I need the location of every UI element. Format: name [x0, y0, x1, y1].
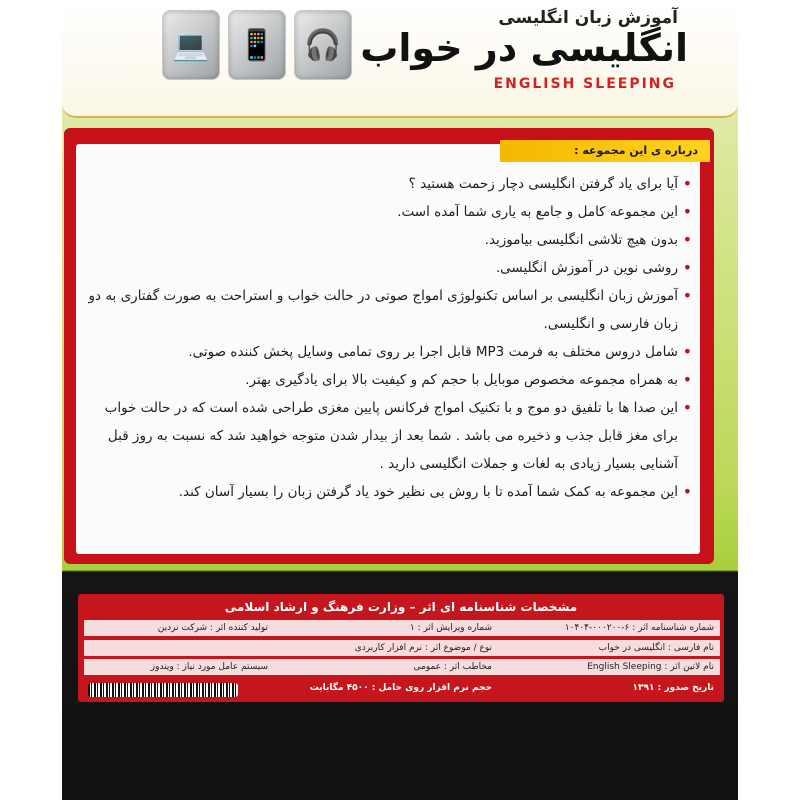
list-item: • آموزش زبان انگلیسی بر اساس تکنولوژی امواج صوتی در حالت خواب و استراحت به صورت گفتاری به دو زبان فارسی و انگلیسی.	[86, 282, 692, 338]
table-cell: حجم نرم افزار روی حامل : ۴۵۰۰ مگابایت	[309, 683, 492, 693]
table-cell: شماره ویرایش اثر : ۱	[409, 623, 492, 633]
table-cell: شماره شناسنامه اثر : ۶-۰۰۰۲۰۰-۱۰۴۰۴	[564, 623, 714, 633]
title-small: آموزش زبان انگلیسی	[498, 8, 678, 28]
table-row	[84, 659, 720, 675]
table-cell: مخاطب اثر : عمومی	[413, 662, 492, 672]
table-row	[84, 620, 720, 636]
table-cell: تاریخ صدور : ۱۳۹۱	[632, 683, 714, 693]
list-item: • شامل دروس مختلف به فرمت MP3 قابل اجرا بر روی تمامی وسایل پخش کننده صوتی.	[86, 338, 692, 366]
about-tab: درباره ی این مجموعه :	[500, 140, 710, 162]
table-cell: نوع / موضوع اثر : نرم افزار کاربردی	[354, 643, 492, 653]
phone-icon: 📱	[228, 10, 286, 80]
table-cell: سیستم عامل مورد نیاز : ویندوز	[150, 662, 268, 672]
list-item: • به همراه مجموعه مخصوص موبایل با حجم کم و کیفیت بالا برای یادگیری بهتر.	[86, 366, 692, 394]
list-item: • بدون هیچ تلاشی انگلیسی بیاموزید.	[86, 226, 692, 254]
list-item: • این صدا ها با تلفیق دو موج و با تکنیک امواج فرکانس پایین مغزی طراحی شده است که در حالت خواب برای مغز قابل جذب و ذخیره می باشد . شما بعد از بیدار شدن متوجه خواهید شد که نسبت به روز قبل آشنایی بسیار زیادی به لغات و جملات انگلیسی دارید .	[86, 394, 692, 478]
table-cell	[88, 640, 268, 656]
title-big: انگلیسی در خواب	[360, 26, 688, 70]
table-cell: نام فارسی : انگلیسی در خواب	[598, 643, 714, 653]
list-item: • این مجموعه به کمک شما آمده تا با روش بی نظیر خود یاد گرفتن زبان را بسیار آسان کند.	[86, 478, 692, 506]
barcode	[88, 683, 238, 697]
spec-title: مشخصات شناسنامه ای اثر – وزارت فرهنگ و ارشاد اسلامی	[224, 600, 578, 614]
table-row	[84, 640, 720, 656]
laptop-icon: 💻	[162, 10, 220, 80]
list-item: • آیا برای یاد گرفتن انگلیسی دچار زحمت هستید ؟	[86, 170, 692, 198]
title-english: ENGLISH SLEEPING	[493, 76, 676, 92]
table-cell: نام لاتین اثر : English Sleeping	[587, 662, 714, 672]
list-item: • این مجموعه کامل و جامع به یاری شما آمده است.	[86, 198, 692, 226]
mp3-player-icon: 🎧	[294, 10, 352, 80]
device-thumbnails	[162, 10, 352, 80]
list-item: • روشی نوین در آموزش انگلیسی.	[86, 254, 692, 282]
feature-list	[86, 170, 692, 506]
table-cell: تولید کننده اثر : شرکت نردین	[157, 623, 268, 633]
